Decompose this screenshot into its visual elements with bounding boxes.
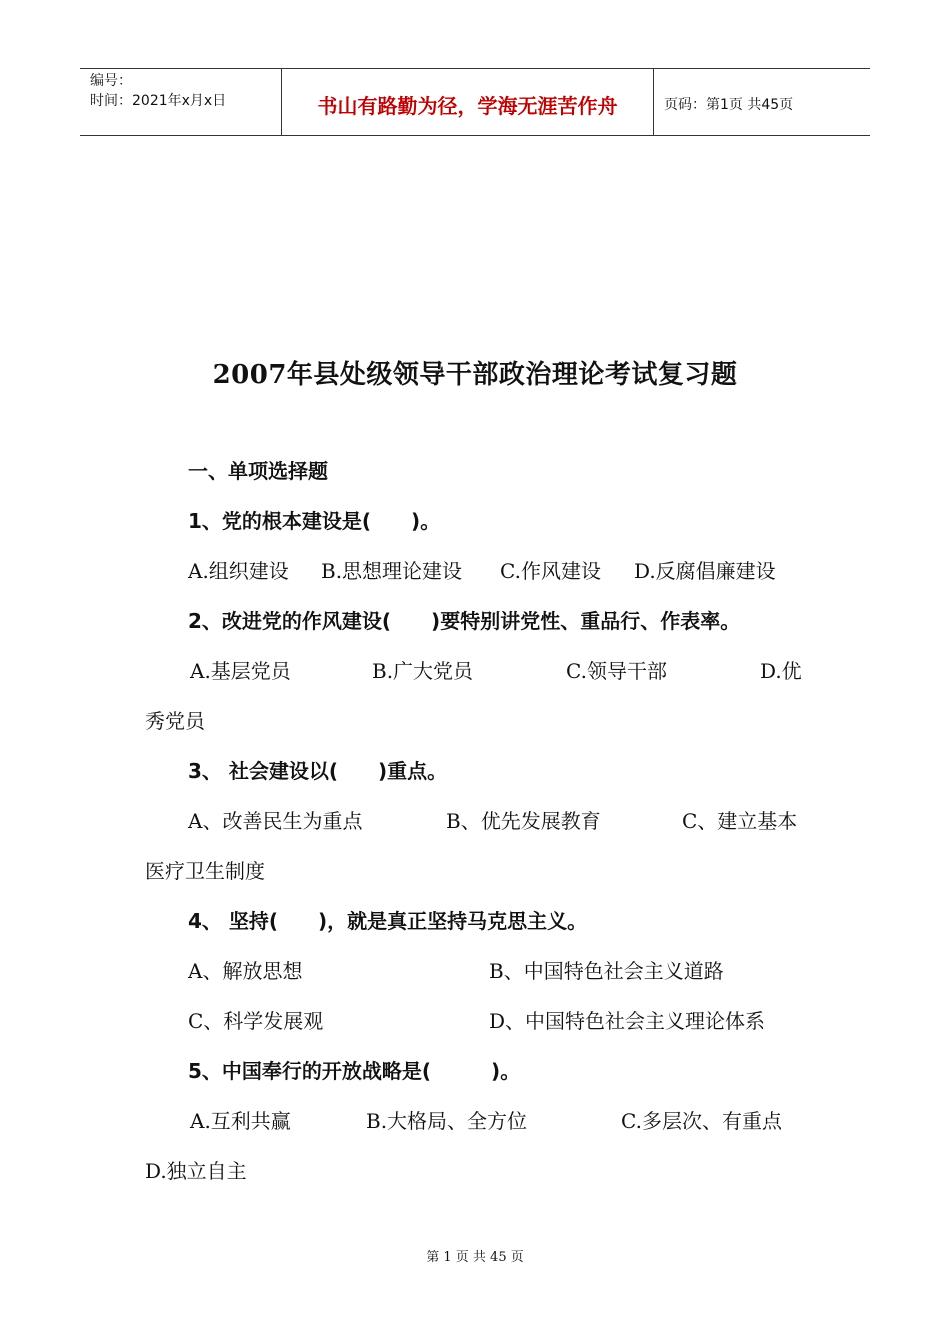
q1-option-b: B.思想理论建设: [321, 559, 463, 583]
q5-option-a: A.互利共赢: [190, 1109, 291, 1133]
q3-option-c-continued: 医疗卫生制度: [145, 859, 265, 883]
q1-option-d: D.反腐倡廉建设: [634, 559, 776, 583]
number-label: 编号：: [90, 73, 132, 89]
question-3: 3、 社会建设以( )重点。: [188, 759, 448, 783]
q2-option-a: A.基层党员: [190, 659, 291, 683]
q4-option-c: C、科学发展观: [188, 1009, 324, 1033]
q3-option-b: B、优先发展教育: [446, 809, 601, 833]
q2-option-b: B.广大党员: [372, 659, 474, 683]
header-table: [80, 68, 870, 136]
q3-option-c: C、建立基本: [682, 809, 798, 833]
q5-option-b: B.大格局、全方位: [366, 1109, 528, 1133]
header-page-info: 页码：第1页 共45页: [664, 97, 794, 113]
date-label: 时间：2021年x月x日: [90, 93, 227, 109]
q2-option-d-continued: 秀党员: [145, 709, 205, 733]
header-motto: 书山有路勤为径，学海无涯苦作舟: [282, 69, 654, 135]
question-2: 2、改进党的作风建设( )要特别讲党性、重品行、作表率。: [188, 609, 741, 633]
q4-option-d: D、中国特色社会主义理论体系: [489, 1009, 766, 1033]
document-title: 2007年县处级领导干部政治理论考试复习题: [212, 360, 738, 390]
page-footer: 第 1 页 共 45 页: [426, 1250, 524, 1265]
question-1: 1、党的根本建设是( )。: [188, 509, 441, 533]
q2-option-d: D.优: [760, 659, 802, 683]
q5-option-d: D.独立自主: [145, 1159, 247, 1183]
q4-option-b: B、中国特色社会主义道路: [489, 959, 724, 983]
q1-option-c: C.作风建设: [500, 559, 601, 583]
section-heading: 一、单项选择题: [188, 459, 328, 483]
q3-option-a: A、改善民生为重点: [188, 809, 363, 833]
q1-option-a: A.组织建设: [188, 559, 289, 583]
header-meta-cell: [80, 69, 282, 135]
q4-option-a: A、解放思想: [188, 959, 303, 983]
q2-option-c: C.领导干部: [566, 659, 667, 683]
question-4: 4、 坚持( )，就是真正坚持马克思主义。: [188, 909, 588, 933]
q5-option-c: C.多层次、有重点: [621, 1109, 782, 1133]
question-5: 5、中国奉行的开放战略是( )。: [188, 1059, 521, 1083]
